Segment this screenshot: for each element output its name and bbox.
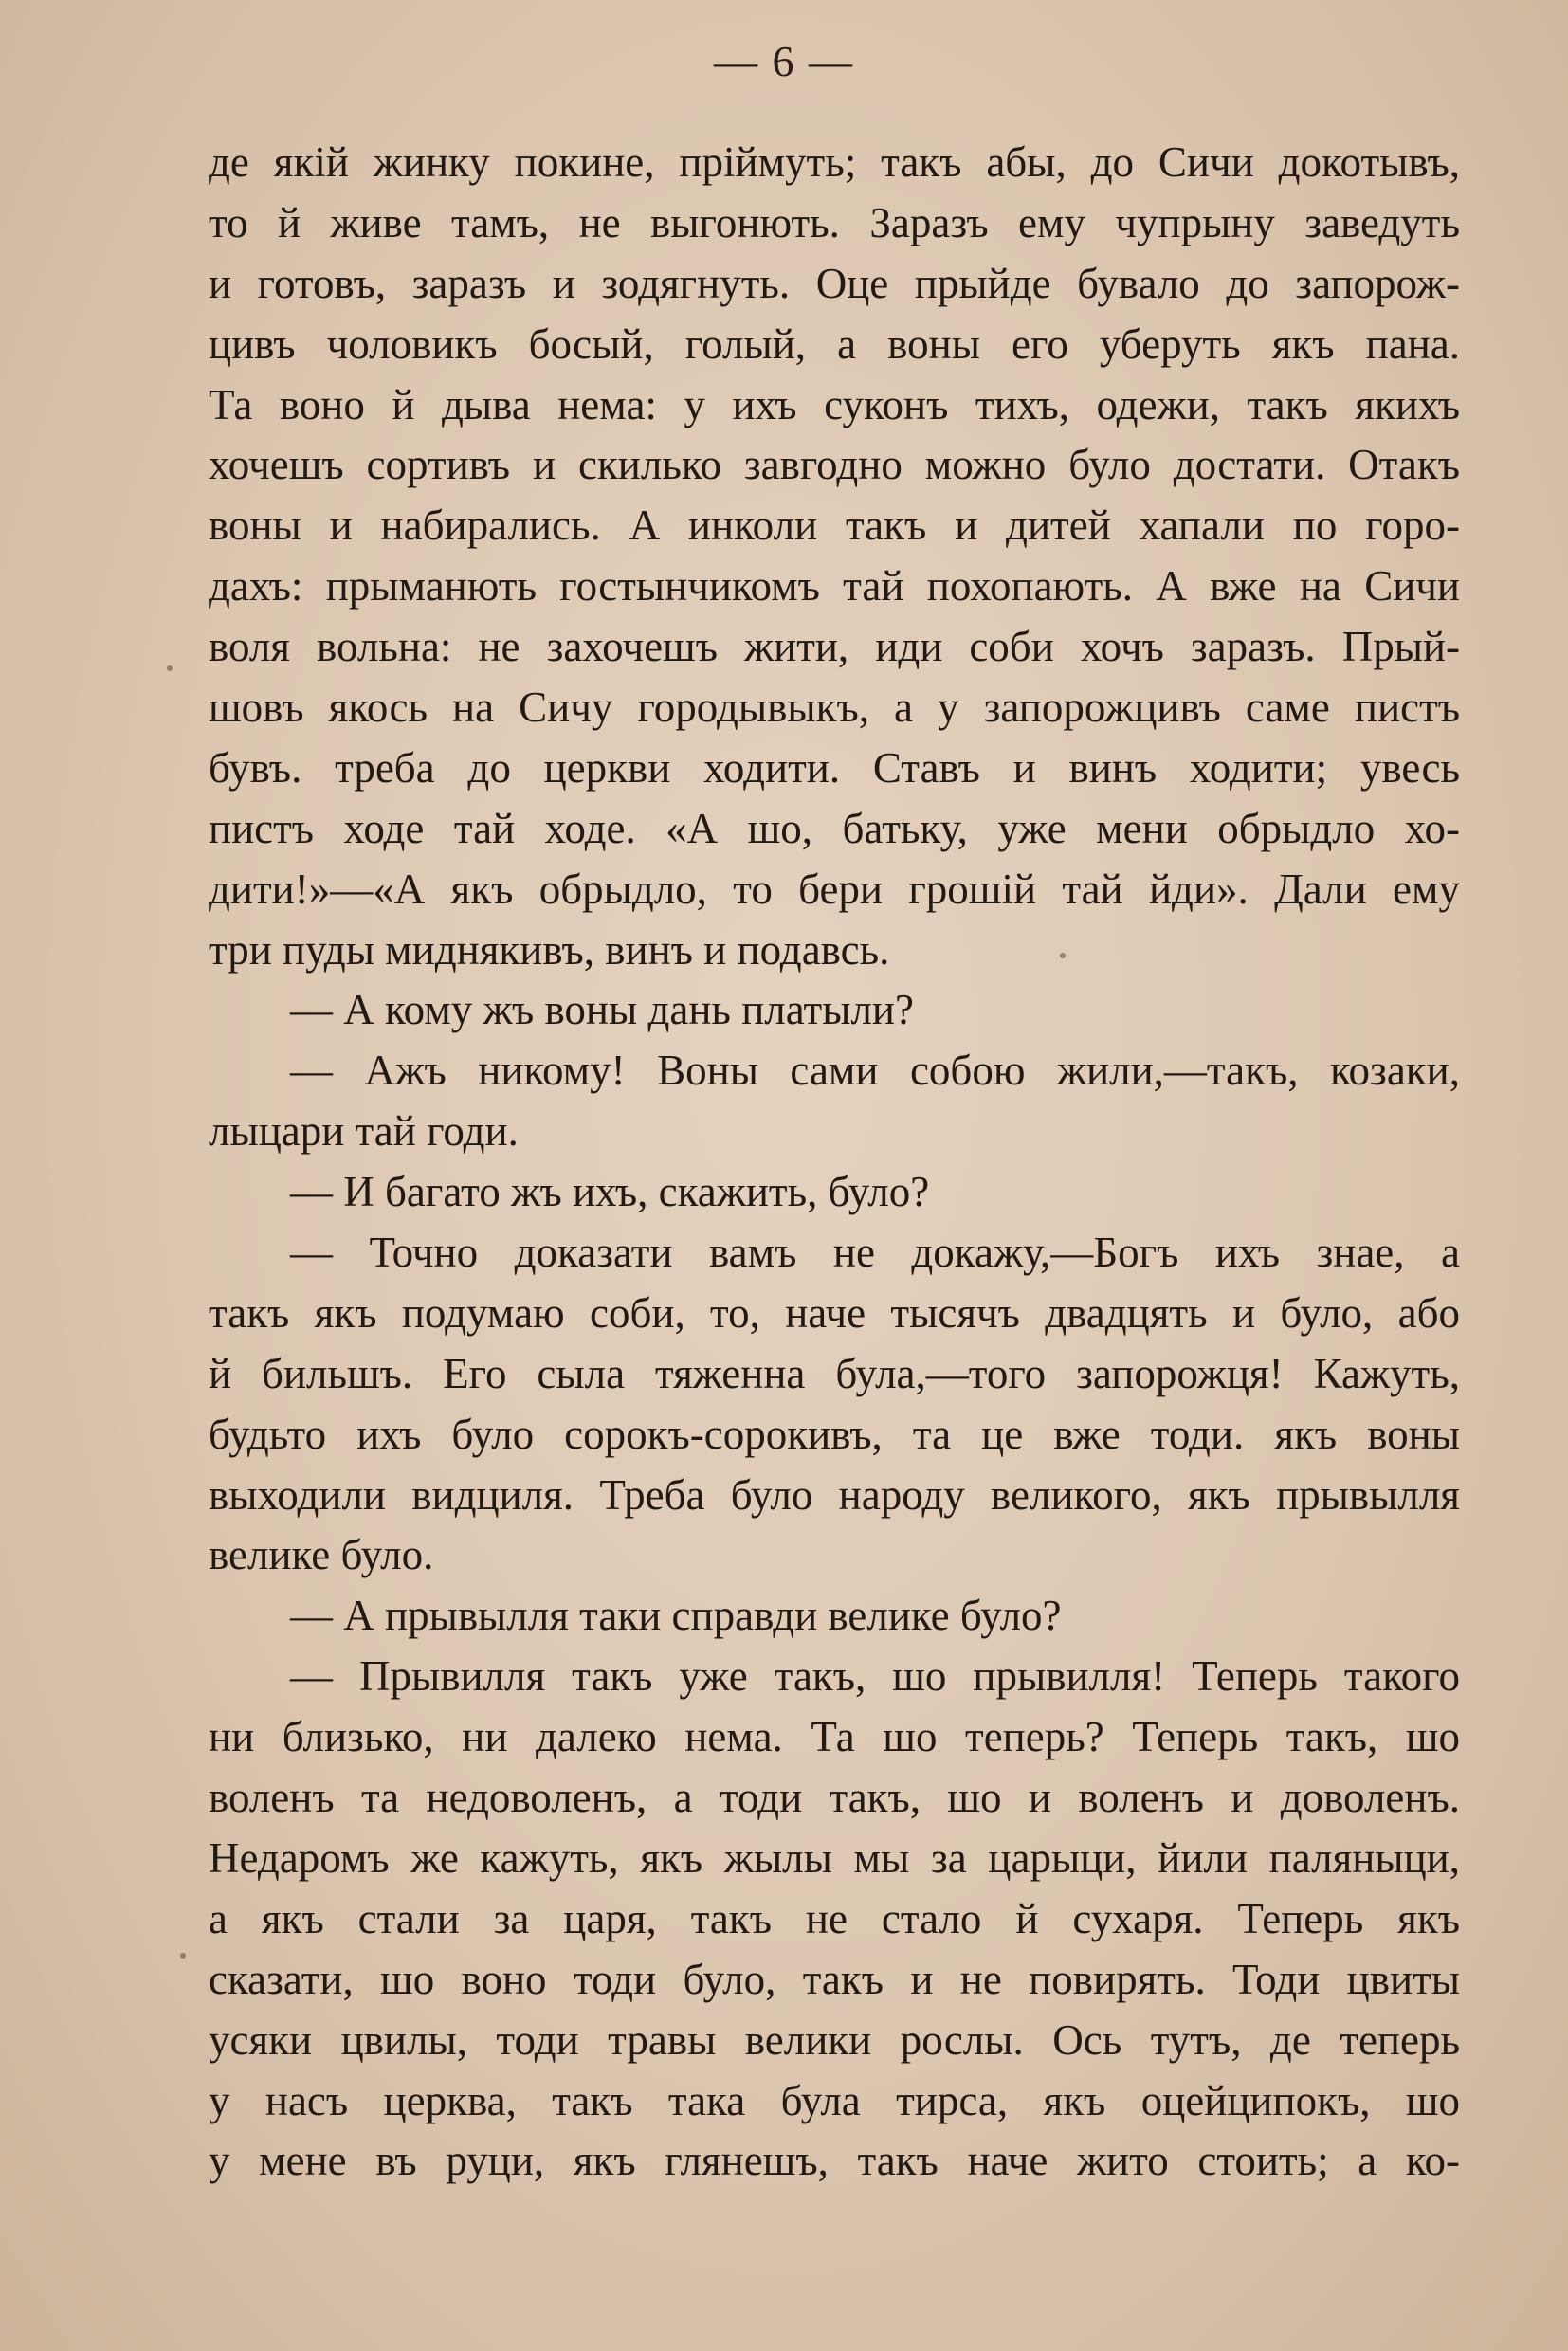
paper-speck	[180, 1953, 186, 1959]
text-line: три пуды миднякивъ, винъ и подавсь.	[209, 925, 890, 974]
paper-speck	[1060, 953, 1066, 958]
text-line: сказати, шо воно тоди було, такъ и не повирять. Тоди цвиты	[209, 1955, 1460, 2003]
text-line: усяки цвилы, тоди травы велики рослы. Ось тутъ, де теперь	[209, 2015, 1460, 2064]
page-number: — 6 —	[714, 37, 854, 85]
text-line: будьто ихъ було сорокъ-сорокивъ, та це вже тоди. якъ воны	[209, 1410, 1460, 1458]
dialogue-line: — Точно доказати вамъ не докажу,—Богъ ихъ знае, а	[290, 1229, 1460, 1277]
text-line: воля вольна: не захочешъ жити, иди соби хочъ заразъ. Прый-	[209, 623, 1460, 671]
text-line: пистъ ходе тай ходе. «А шо, батьку, уже мени обрыдло хо-	[209, 804, 1460, 852]
text-line: воленъ та недоволенъ, а тоди такъ, шо и воленъ и доволенъ.	[209, 1774, 1460, 1822]
text-line: бувъ. треба до церкви ходити. Ставъ и винъ ходити; увесь	[209, 743, 1460, 792]
text-line: и готовъ, заразъ и зодягнуть. Оце прыйде бувало до запорож-	[209, 259, 1460, 307]
text-line: хочешъ сортивъ и скилько завгодно можно було достати. Отакъ	[209, 441, 1460, 489]
dialogue-line: — Ажъ никому! Воны сами собою жили,—такъ, козаки,	[290, 1047, 1460, 1095]
text-line: воны и набирались. А инколи такъ и дитей хапали по горо-	[209, 501, 1460, 550]
text-line: то й живе тамъ, не выгонють. Заразъ ему чупрыну заведуть	[209, 198, 1460, 246]
text-line: велике було.	[209, 1531, 434, 1579]
text-line: й бильшъ. Его сыла тяженна була,—того запорожця! Кажуть,	[209, 1349, 1460, 1397]
text-line: ни близько, ни далеко нема. Та шо теперь? Теперь такъ, шо	[209, 1713, 1460, 1761]
paper-speck	[167, 665, 173, 671]
text-line: цивъ чоловикъ босый, голый, а воны его уберуть якъ пана.	[209, 319, 1460, 368]
text-line: у мене въ руци, якъ глянешъ, такъ наче жито стоить; а ко-	[209, 2137, 1460, 2185]
page-text	[209, 133, 1460, 2192]
text-line: дити!»—«А якъ обрыдло, то бери грошій тай йди». Дали ему	[209, 865, 1460, 913]
text-line: а якъ стали за царя, такъ не стало й сухаря. Теперь якъ	[209, 1894, 1460, 1942]
text-line: шовъ якось на Сичу городывыкъ, а у запорожцивъ саме пистъ	[209, 683, 1460, 732]
text-line: у насъ церква, такъ така була тирса, якъ оцейципокъ, шо	[209, 2076, 1460, 2124]
text-line: Та воно й дыва нема: у ихъ суконъ тихъ, одежи, такъ якихъ	[209, 380, 1460, 428]
dialogue-line: — А кому жъ воны дань платыли?	[290, 986, 914, 1034]
text-line: выходили видциля. Треба було народу великого, якъ прывылля	[209, 1470, 1460, 1519]
dialogue-line: — И багато жъ ихъ, скажить, було?	[290, 1168, 930, 1216]
text-line: де якій жинку покине, пріймуть; такъ абы, до Сичи докотывъ,	[209, 138, 1460, 186]
dialogue-line: — Прывилля такъ уже такъ, шо прывилля! Теперь такого	[290, 1652, 1460, 1701]
text-line: Недаромъ же кажуть, якъ жылы мы за царыци, йили паляныци,	[209, 1833, 1460, 1882]
text-line: такъ якъ подумаю соби, то, наче тысячъ двадцять и було, або	[209, 1288, 1460, 1337]
text-line: дахъ: прыманють гостынчикомъ тай похопають. А вже на Сичи	[209, 562, 1460, 611]
dialogue-line: — А прывылля таки справди велике було?	[290, 1592, 1062, 1640]
text-line: лыцари тай годи.	[209, 1107, 519, 1156]
